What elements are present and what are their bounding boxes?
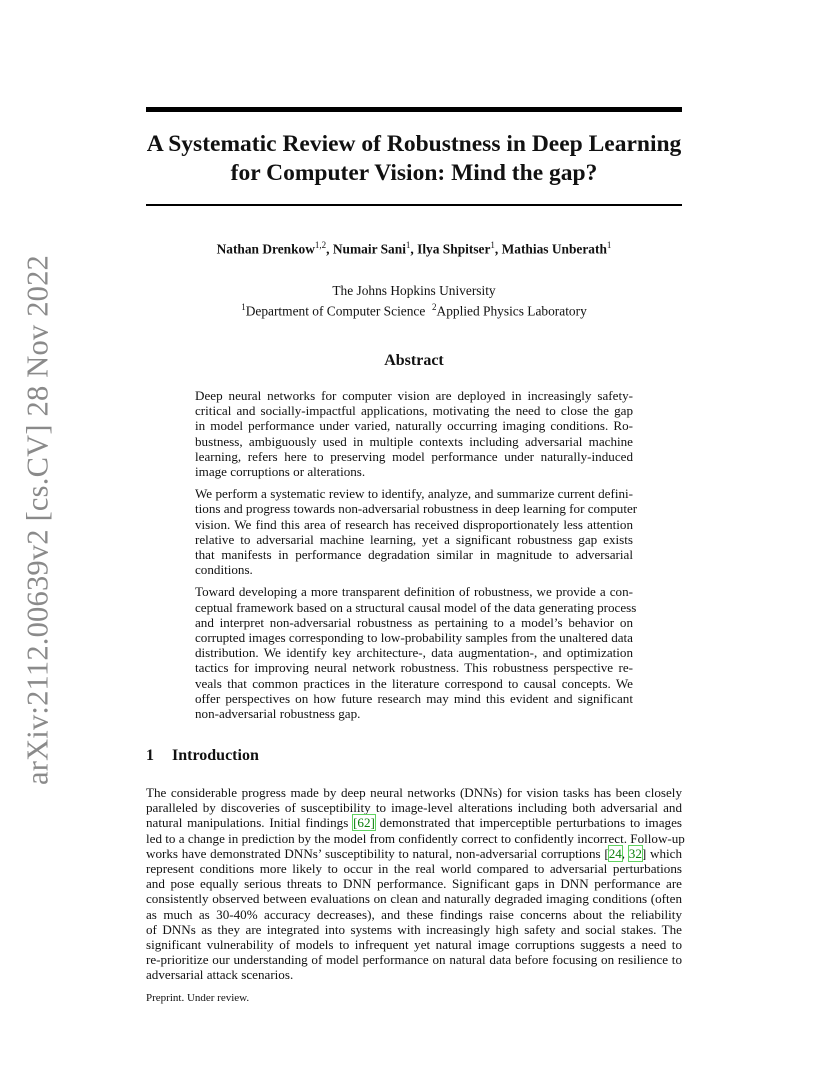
section-number: 1	[146, 747, 154, 764]
author-affiliation-mark: 1	[490, 240, 495, 250]
text-line: represent conditions more likely to occur in the real world compared to adversarial perturbations	[146, 861, 682, 877]
text-line: paralleled by discoveries of susceptibility to image-level alterations including both adversarial and	[146, 800, 682, 816]
abstract-paragraph	[195, 584, 637, 722]
text-line: Deep neural networks for computer vision are deployed in increasingly safety-	[195, 388, 633, 403]
text-line: led to a change in prediction by the model from confidently correct to confidently incorrect. Follow-up	[146, 830, 685, 846]
text-line: as much as 30-40% accuracy decreases), and these findings raise concerns about the reliability	[146, 906, 682, 922]
author-name: Nathan Drenkow	[216, 241, 315, 257]
text-line: and interpret non-adversarial robustness as pertaining to a model’s behavior on	[195, 614, 633, 630]
author-list	[146, 240, 682, 257]
text-line: We perform a systematic review to identify, analyze, and summarize current defini-	[195, 486, 633, 502]
text-line: learning, refers here to preserving model performance under naturally-induced	[195, 448, 633, 464]
author-affiliation-mark: 1	[606, 240, 612, 250]
text-line: relative to adversarial machine learning, yet a significant robustness gap exists	[195, 531, 633, 547]
text-line: vision. We find this area of research has received disproportionately less attention	[195, 516, 633, 532]
affiliations	[146, 283, 682, 319]
text-line: tactics for improving neural network robustness. This robustness perspective re-	[195, 660, 633, 676]
text-fragment: which	[646, 845, 682, 861]
paper-title-line-2: for Computer Vision: Mind the gap?	[230, 160, 598, 186]
department-cs: Department of Computer Science	[245, 303, 426, 319]
author-separator: ,	[494, 241, 502, 257]
citation-link-24[interactable]: 24	[608, 845, 622, 861]
title-top-rule	[146, 107, 682, 112]
abstract-paragraph	[195, 486, 638, 578]
text-line: distribution. We identify key architecture-, data augmentation-, and optimization	[195, 645, 633, 661]
abstract-paragraph	[195, 388, 633, 479]
section-title: Introduction	[172, 747, 259, 764]
title-bottom-rule	[146, 204, 682, 206]
text-line: image corruptions or alterations.	[195, 464, 366, 480]
author-separator: ,	[410, 241, 418, 257]
text-line: re-prioritize our understanding of model performance on natural data before focusing on resilience to	[146, 952, 682, 968]
text-fragment: natural manipulations. Initial findings	[146, 815, 354, 831]
author-name: Numair Sani	[332, 241, 406, 257]
citation-bracket: ]	[641, 845, 647, 861]
affiliation-mark: 2	[432, 302, 437, 312]
paper-title	[146, 130, 682, 188]
text-line: critical and socially-impactful applications, motivating the need to close the gap	[195, 403, 633, 419]
text-line: non-adversarial robustness gap.	[195, 706, 361, 722]
preprint-footer: Preprint. Under review.	[146, 992, 250, 1004]
author-separator: ,	[326, 241, 333, 257]
arxiv-identifier-stamp	[18, 254, 58, 786]
citation-link-32[interactable]: 32	[628, 845, 642, 861]
citation-bracket: [	[604, 845, 609, 861]
text-fragment: works have demonstrated DNNs’ susceptibility to natural, non-adversarial corruptions	[146, 845, 605, 861]
citation-separator: ,	[621, 845, 629, 861]
text-line: adversarial attack scenarios.	[146, 967, 294, 983]
department-line	[146, 299, 682, 319]
text-line: corrupted images corresponding to low-probability samples from the unaltered data	[195, 630, 633, 646]
arxiv-identifier-text: arXiv:2112.00639v2 [cs.CV] 28 Nov 2022	[20, 254, 55, 786]
text-line	[146, 815, 682, 830]
text-line: ceptual framework based on a structural causal model of the data generating process	[195, 599, 637, 615]
text-line: tions and progress towards non-adversarial robustness in deep learning for computer	[195, 501, 638, 517]
text-line: in model performance under varied, naturally occurring imaging conditions. Ro-	[195, 418, 633, 434]
text-fragment: demonstrated that imperceptible perturbations to images	[374, 815, 682, 831]
author-name: Ilya Shpitser	[417, 241, 491, 257]
university-name: The Johns Hopkins University	[332, 283, 496, 298]
abstract-heading: Abstract	[384, 352, 444, 369]
text-line: significant vulnerability of models to infrequent yet natural image corruptions suggests a need to	[146, 937, 682, 953]
text-line: bustness, ambiguously used in multiple contexts including adversarial machine	[195, 433, 633, 449]
introduction-paragraph	[146, 785, 685, 983]
text-line: The considerable progress made by deep neural networks (DNNs) for vision tasks has been closely	[146, 785, 682, 800]
citation-link-62[interactable]: [62]	[353, 815, 375, 831]
text-line: veals that common practices in the literature correspond to causal concepts. We	[195, 675, 633, 691]
author-affiliation-mark: 1,2	[314, 240, 327, 250]
text-line: and pose equally serious threats to DNN performance. Significant gaps in DNN performance are	[146, 876, 682, 892]
author-affiliation-mark: 1	[405, 240, 411, 250]
text-line: that manifests in performance degradation similar in magnitude to adversarial	[195, 547, 633, 563]
text-line	[146, 846, 682, 861]
affiliation-mark: 1	[241, 302, 246, 312]
text-line: of DNNs as they are integrated into systems with increasingly high safety and social stakes. The	[146, 921, 682, 937]
department-apl: Applied Physics Laboratory	[436, 303, 587, 319]
section-heading-introduction	[146, 747, 259, 765]
text-line: offer perspectives on how future research may mind this evident and significant	[195, 690, 633, 706]
text-line: Toward developing a more transparent definition of robustness, we provide a con-	[195, 584, 633, 600]
text-line: conditions.	[195, 562, 253, 578]
abstract-body	[195, 388, 638, 728]
paper-title-line-1: A Systematic Review of Robustness in Deep Learning	[146, 131, 682, 157]
text-line: consistently observed between evaluations on clean and naturally degraded imaging conditions (often	[146, 891, 682, 907]
author-name: Mathias Unberath	[501, 241, 607, 257]
